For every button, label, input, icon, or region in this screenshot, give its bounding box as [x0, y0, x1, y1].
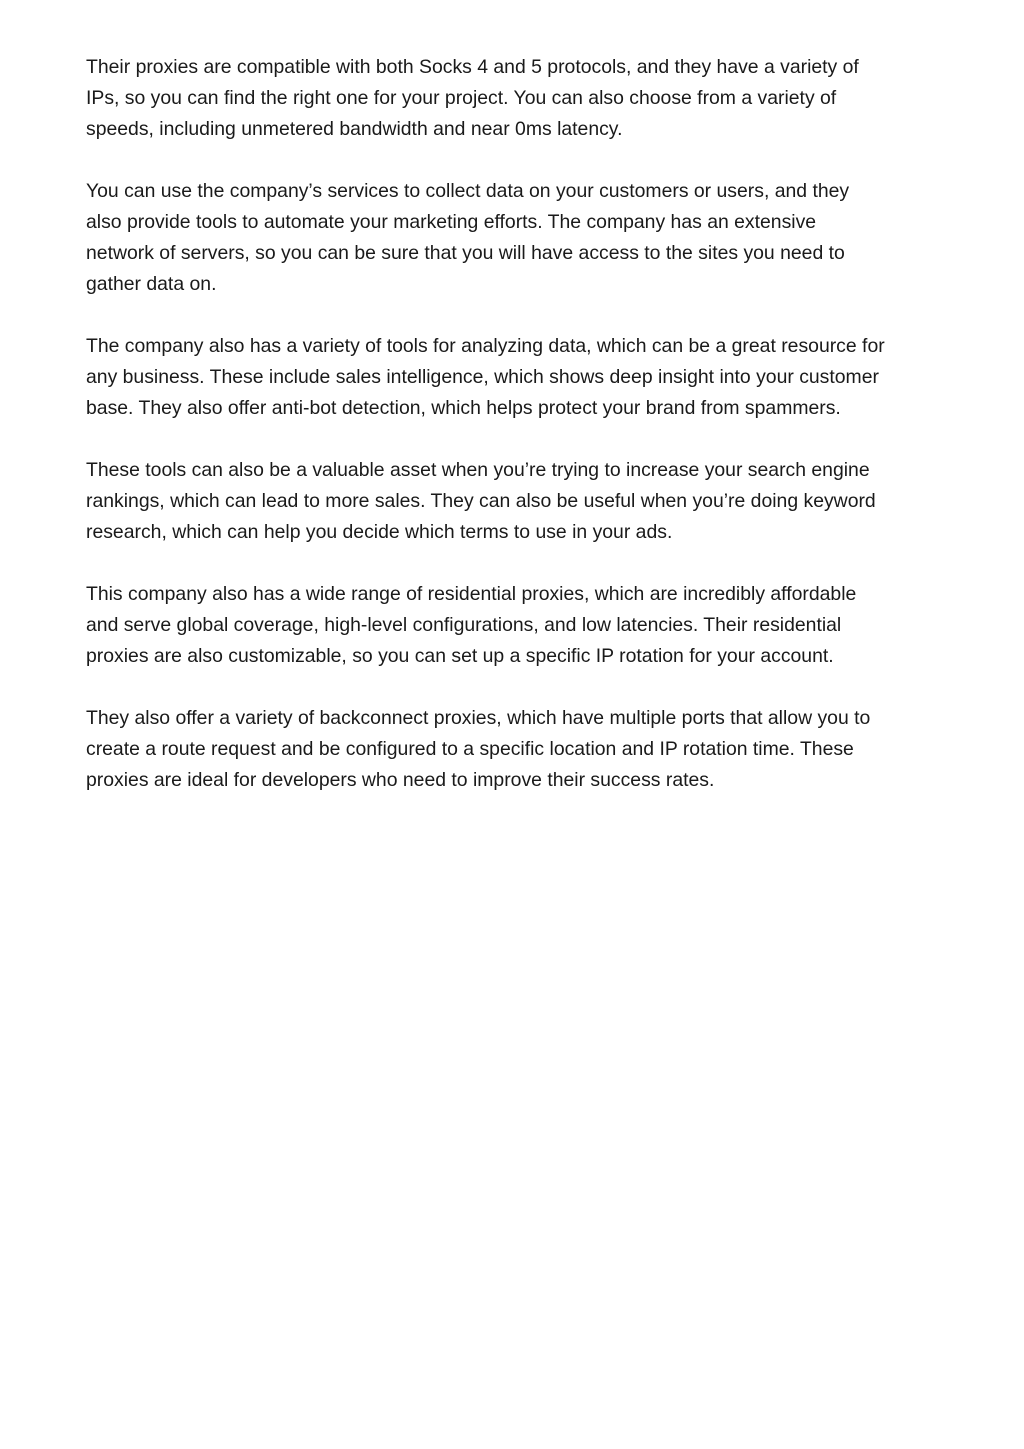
- paragraph-line: network of servers, so you can be sure that you will have access to the sites you need to: [86, 242, 845, 264]
- paragraph-residential-proxies: [86, 579, 944, 672]
- paragraph-line: gather data on.: [86, 273, 217, 295]
- paragraph-line: also provide tools to automate your marketing efforts. The company has an extensive: [86, 211, 817, 233]
- paragraph-line: These tools can also be a valuable asset when you’re trying to increase your search engine: [86, 459, 870, 481]
- paragraph-socks-protocols: [86, 52, 944, 145]
- document-body: [86, 52, 944, 827]
- paragraph-backconnect-proxies: [86, 703, 944, 796]
- paragraph-line: and serve global coverage, high-level configurations, and low latencies. Their residential: [86, 614, 842, 636]
- paragraph-line: proxies are also customizable, so you can set up a specific IP rotation for your account.: [86, 645, 834, 667]
- paragraph-line: base. They also offer anti-bot detection, which helps protect your brand from spammers.: [86, 397, 841, 419]
- paragraph-line: any business. These include sales intelligence, which shows deep insight into your customer: [86, 366, 879, 388]
- paragraph-line: This company also has a wide range of residential proxies, which are incredibly affordable: [86, 583, 857, 605]
- paragraph-line: create a route request and be configured to a specific location and IP rotation time. These: [86, 738, 854, 760]
- paragraph-line: speeds, including unmetered bandwidth and near 0ms latency.: [86, 118, 623, 140]
- paragraph-analyzing-tools: [86, 331, 944, 424]
- paragraph-line: rankings, which can lead to more sales. They can also be useful when you’re doing keyword: [86, 490, 876, 512]
- paragraph-line: The company also has a variety of tools for analyzing data, which can be a great resource for: [86, 335, 885, 357]
- paragraph-line: You can use the company’s services to collect data on your customers or users, and they: [86, 180, 850, 202]
- paragraph-line: research, which can help you decide which terms to use in your ads.: [86, 521, 673, 543]
- paragraph-line: IPs, so you can find the right one for your project. You can also choose from a variety of: [86, 87, 837, 109]
- paragraph-line: They also offer a variety of backconnect proxies, which have multiple ports that allow you to: [86, 707, 871, 729]
- paragraph-collect-data: [86, 176, 944, 300]
- paragraph-line: proxies are ideal for developers who need to improve their success rates.: [86, 769, 715, 791]
- paragraph-search-rankings: [86, 455, 944, 548]
- paragraph-line: Their proxies are compatible with both Socks 4 and 5 protocols, and they have a variety of: [86, 56, 859, 78]
